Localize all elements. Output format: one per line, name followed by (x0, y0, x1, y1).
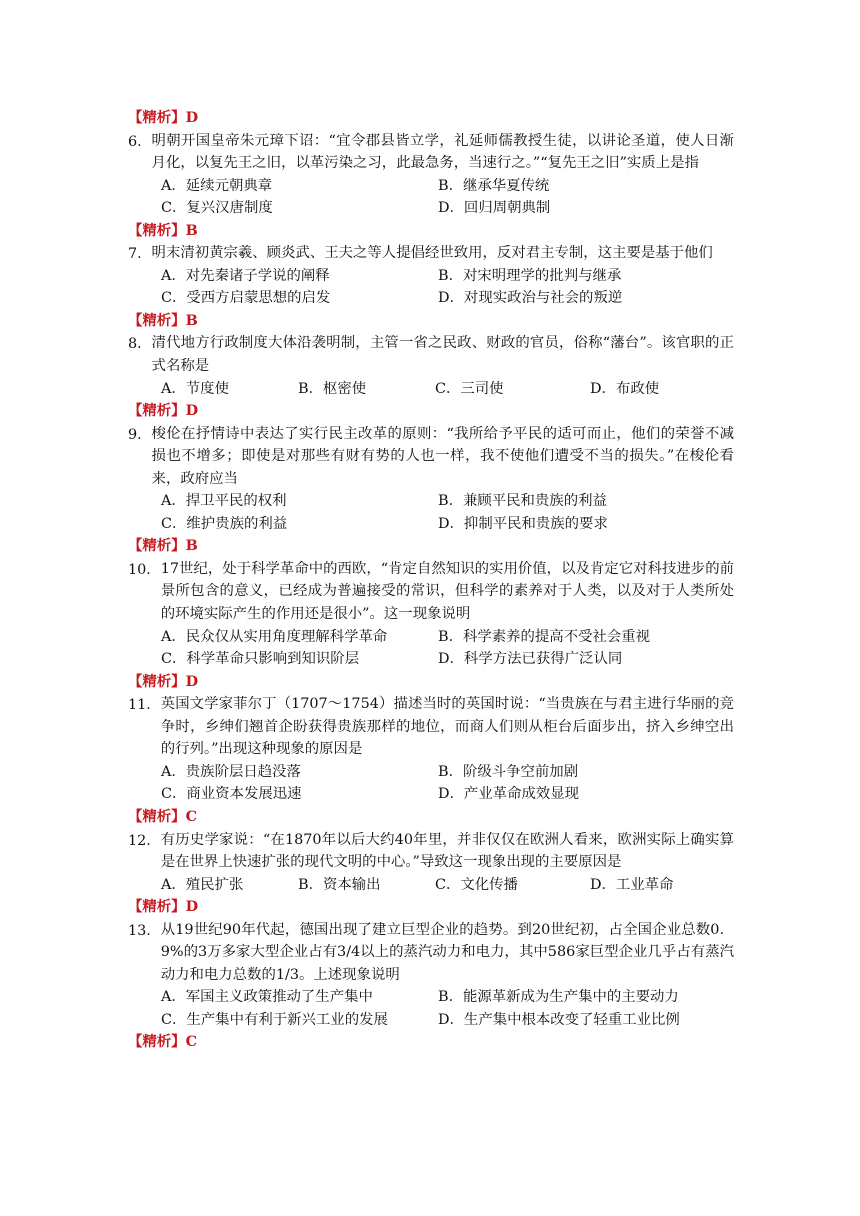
answer-label: 【精析】 (128, 537, 186, 555)
question-number: 11． (128, 697, 161, 714)
answer-line (128, 107, 734, 130)
answer-line (128, 1031, 734, 1054)
answer-value: D (185, 402, 199, 420)
question-13 (128, 919, 734, 987)
option-d: D．生产集中根本改变了轻重工业比例 (438, 1011, 680, 1028)
option-a: A．捍卫平民的权利 (161, 493, 287, 510)
options (161, 265, 734, 310)
option-d: D．布政使 (590, 380, 660, 397)
option-b: B．兼顾平民和贵族的利益 (438, 493, 607, 510)
options (161, 378, 734, 401)
option-c: C．科学革命只影响到知识阶层 (161, 651, 360, 668)
answer-line (128, 535, 734, 558)
options (161, 761, 734, 806)
option-d: D．回归周朝典制 (438, 200, 551, 217)
question-8 (128, 332, 734, 377)
question-number: 7． (128, 246, 152, 263)
option-d: D．科学方法已获得广泛认同 (438, 651, 623, 668)
answer-line (128, 220, 734, 243)
answer-label: 【精析】 (128, 1033, 186, 1051)
options (161, 986, 734, 1031)
option-d: D．工业革命 (590, 876, 674, 893)
question-number: 6． (128, 133, 152, 150)
option-d: D．抑制平民和贵族的要求 (438, 515, 608, 532)
option-b: B．枢密使 (298, 380, 367, 397)
answer-value: D (185, 898, 199, 916)
answer-value: D (185, 109, 199, 126)
options (161, 175, 734, 220)
question-number: 13． (128, 922, 161, 939)
answer-line (128, 806, 734, 829)
question-number: 12． (128, 832, 161, 849)
option-b: B．阶级斗争空前加剧 (438, 763, 579, 780)
answer-label: 【精析】 (128, 807, 186, 825)
option-c: C．生产集中有利于新兴工业的发展 (161, 1011, 388, 1028)
option-a: A．对先秦诸子学说的阐释 (161, 267, 330, 284)
option-b: B．对宋明理学的批判与继承 (438, 267, 622, 284)
question-11 (128, 693, 734, 761)
answer-value: B (185, 537, 198, 555)
answer-value: D (185, 672, 199, 690)
option-a: A．军国主义政策推动了生产集中 (161, 989, 373, 1006)
question-12 (128, 829, 734, 874)
option-d: D．产业革命成效显现 (438, 786, 580, 803)
option-c: C．维护贵族的利益 (161, 515, 288, 532)
answer-label: 【精析】 (128, 402, 186, 420)
options (161, 490, 734, 535)
option-a: A．节度使 (161, 380, 229, 397)
question-number: 8． (128, 336, 152, 353)
question-stem: 明末清初黄宗羲、顾炎武、王夫之等人提倡经世致用，反对君主专制，这主要是基于他们 (151, 245, 713, 262)
option-b: B．能源革新成为生产集中的主要动力 (438, 989, 679, 1006)
question-6 (128, 130, 734, 175)
question-7 (128, 242, 734, 265)
option-d: D．对现实政治与社会的叛逆 (438, 290, 623, 307)
option-b: B．继承华夏传统 (438, 177, 550, 194)
answer-label: 【精析】 (128, 898, 186, 916)
answer-value: B (185, 311, 198, 329)
question-stem: 梭伦在抒情诗中表达了实行民主改革的原则：“我所给予平民的适可而止，他们的荣誉不减损也不增多；即使是对那些有财有势的人也一样，我不使他们遭受不当的损失。”在梭伦看来，政府应当 (151, 425, 734, 487)
options (161, 874, 734, 897)
question-stem: 有历史学家说：“在1870年以后大约40年里，并非仅仅在欧洲人看来，欧洲实际上确实算是在世界上快速扩张的现代文明的中心。”导致这一现象出现的主要原因是 (160, 831, 734, 871)
option-c: C．受西方启蒙思想的启发 (161, 290, 331, 307)
answer-label: 【精析】 (128, 109, 186, 126)
option-b: B．资本输出 (298, 876, 381, 893)
option-a: A．殖民扩张 (161, 876, 244, 893)
option-c: C．文化传播 (435, 876, 518, 893)
option-a: A．民众仅从实用角度理解科学革命 (161, 628, 388, 645)
question-list (128, 107, 734, 1054)
option-c: C．商业资本发展迅速 (161, 786, 302, 803)
option-a: A．贵族阶层日趋没落 (161, 763, 301, 780)
answer-value: B (185, 221, 198, 239)
answer-label: 【精析】 (128, 221, 186, 239)
question-stem: 明朝开国皇帝朱元璋下诏：“宜令郡县皆立学，礼延师儒教授生徒，以讲论圣道，使人日渐月化，以复先王之旧，以革污染之习，此最急务，当速行之。”“复先王之旧”实质上是指 (151, 132, 734, 172)
answer-line (128, 310, 734, 333)
option-c: C．三司使 (435, 380, 504, 397)
answer-line (128, 400, 734, 423)
question-number: 10． (128, 561, 161, 578)
options (161, 626, 734, 671)
question-number: 9． (128, 426, 152, 443)
answer-label: 【精析】 (128, 672, 186, 690)
question-stem: 从19世纪90年代起，德国出现了建立巨型企业的趋势。到20世纪初，占全国企业总数0．9%的3万多家大型企业占有3/4以上的蒸汽动力和电力，其中586家巨型企业几乎占有蒸汽动力和电力总数的1/3。上述现象说明 (160, 921, 734, 983)
question-9 (128, 423, 734, 491)
answer-line (128, 671, 734, 694)
question-stem: 17世纪，处于科学革命中的西欧，“肯定自然知识的实用价值，以及肯定它对科技进步的前景所包含的意义，已经成为普遍接受的常识，但科学的素养对于人类，以及对于人类所处的环境实际产生的作用还是很小”。这一现象说明 (160, 560, 734, 623)
question-stem: 清代地方行政制度大体沿袭明制，主管一省之民政、财政的官员，俗称“藩台”。该官职的正式名称是 (151, 335, 734, 375)
option-c: C．复兴汉唐制度 (161, 200, 273, 217)
question-10 (128, 558, 734, 626)
option-b: B．科学素养的提高不受社会重视 (438, 628, 651, 645)
answer-value: C (185, 807, 198, 825)
answer-line (128, 896, 734, 919)
answer-value: C (185, 1033, 198, 1051)
answer-label: 【精析】 (128, 311, 186, 329)
question-stem: 英国文学家菲尔丁（1707～1754）描述当时的英国时说：“当贵族在与君主进行华丽的竞争时，乡绅们翘首企盼获得贵族那样的地位，而商人们则从柜台后面步出，挤入乡绅空出的行列。”出现这种现象的原因是 (160, 696, 734, 758)
option-a: A．延续元朝典章 (161, 177, 273, 194)
